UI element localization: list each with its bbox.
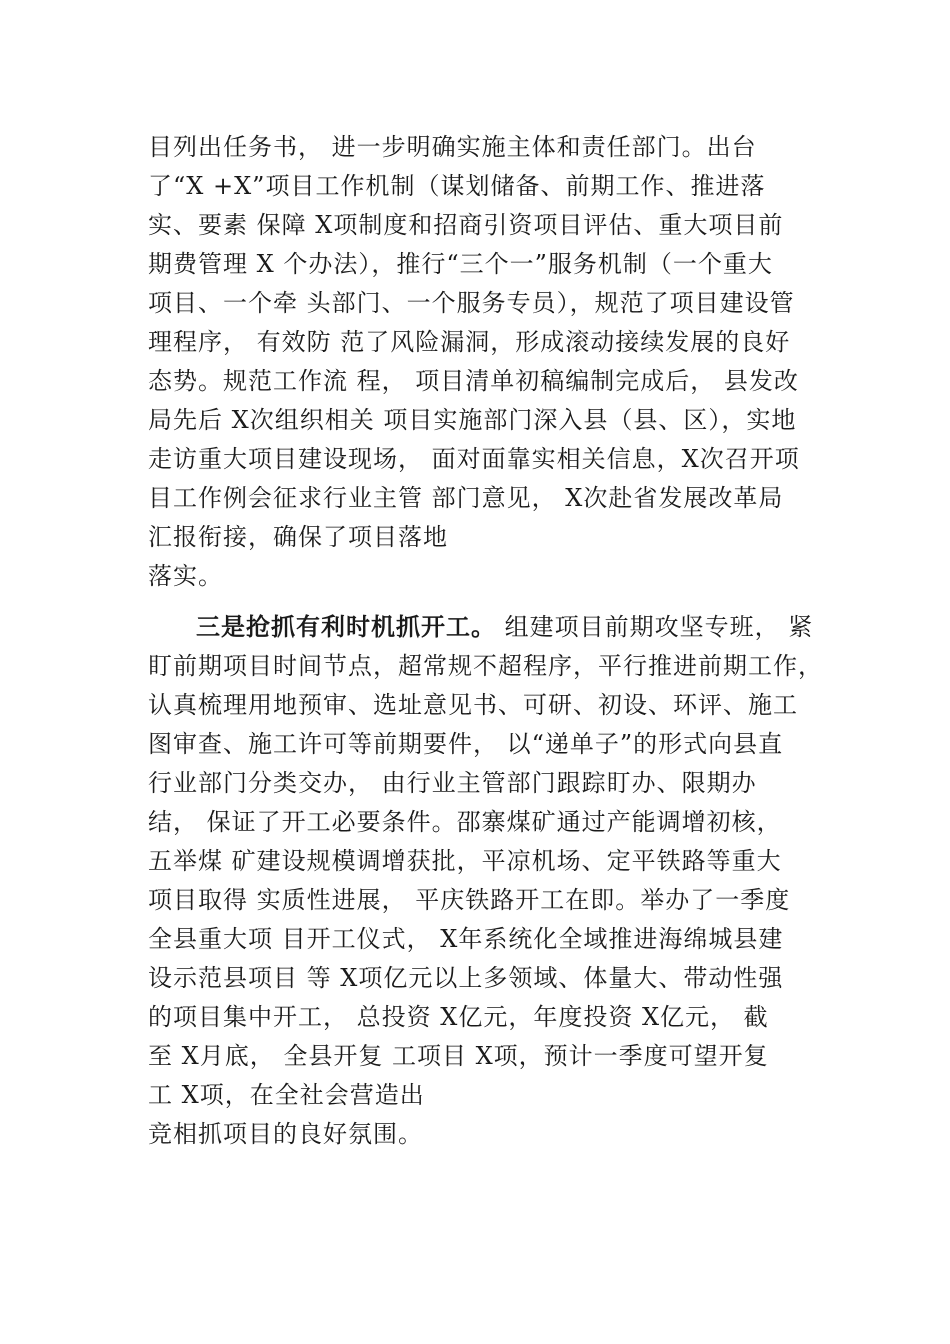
text-line: 汇报衔接，确保了项目落地 (148, 523, 448, 551)
text-segment: 组建项目前期攻坚专班， 紧 (496, 613, 814, 641)
text-line: 竞相抓项目的良好氛围。 (148, 1120, 423, 1148)
text-line: 五举煤 矿建设规模调增获批，平凉机场、定平铁路等重大 (148, 847, 782, 875)
paragraph-heading: 三是抢抓有利时机抓开工。 (196, 613, 496, 641)
text-line: 了“X +X”项目工作机制（谋划储备、前期工作、推进落 (148, 172, 766, 200)
text-line: 目列出任务书， 进一步明确实施主体和责任部门。出台 (148, 133, 757, 161)
text-line: 盯前期项目时间节点，超常规不超程序，平行推进前期工作， (148, 652, 823, 680)
text-line: 至 X月底， 全县开复 工项目 X项，预计一季度可望开复 (148, 1042, 769, 1070)
text-line: 走访重大项目建设现场， 面对面靠实相关信息，X次召开项 (148, 445, 800, 473)
text-line: 行业部门分类交办， 由行业主管部门跟踪盯办、限期办 (148, 769, 757, 797)
text-line: 工 X项，在全社会营造出 (148, 1081, 425, 1109)
text-line: 结， 保证了开工必要条件。邵寨煤矿通过产能调增初核， (148, 808, 782, 836)
text-line: 的项目集中开工， 总投资 X亿元，年度投资 X亿元， 截 (148, 1003, 769, 1031)
text-line: 设示范县项目 等 X项亿元以上多领域、体量大、带动性强 (148, 964, 784, 992)
text-line: 期费管理 X 个办法），推行“三个一”服务机制（一个重大 (148, 250, 773, 278)
paragraph-project-mechanism (148, 128, 828, 596)
text-line: 全县重大项 目开工仪式， X年系统化全域推进海绵城县建 (148, 925, 784, 953)
text-line: 目工作例会征求行业主管 部门意见， X次赴省发展改革局 (148, 484, 784, 512)
text-line: 项目取得 实质性进展， 平庆铁路开工在即。举办了一季度 (148, 886, 791, 914)
text-line: 落实。 (148, 562, 223, 590)
text-line: 理程序， 有效防 范了风险漏洞，形成滚动接续发展的良好 (148, 328, 791, 356)
text-line: 态势。规范工作流 程， 项目清单初稿编制完成后， 县发改 (148, 367, 799, 395)
paragraph-first-line (148, 608, 828, 647)
text-line: 项目、一个牵 头部门、一个服务专员），规范了项目建设管 (148, 289, 795, 317)
paragraph-start-construction (148, 608, 828, 1154)
text-line: 认真梳理用地预审、选址意见书、可研、初设、环评、施工 (148, 691, 798, 719)
text-line: 局先后 X次组织相关 项目实施部门深入县（县、区），实地 (148, 406, 797, 434)
text-line: 实、要素 保障 X项制度和招商引资项目评估、重大项目前 (148, 211, 784, 239)
text-line: 图审查、施工许可等前期要件， 以“递单子”的形式向县直 (148, 730, 784, 758)
